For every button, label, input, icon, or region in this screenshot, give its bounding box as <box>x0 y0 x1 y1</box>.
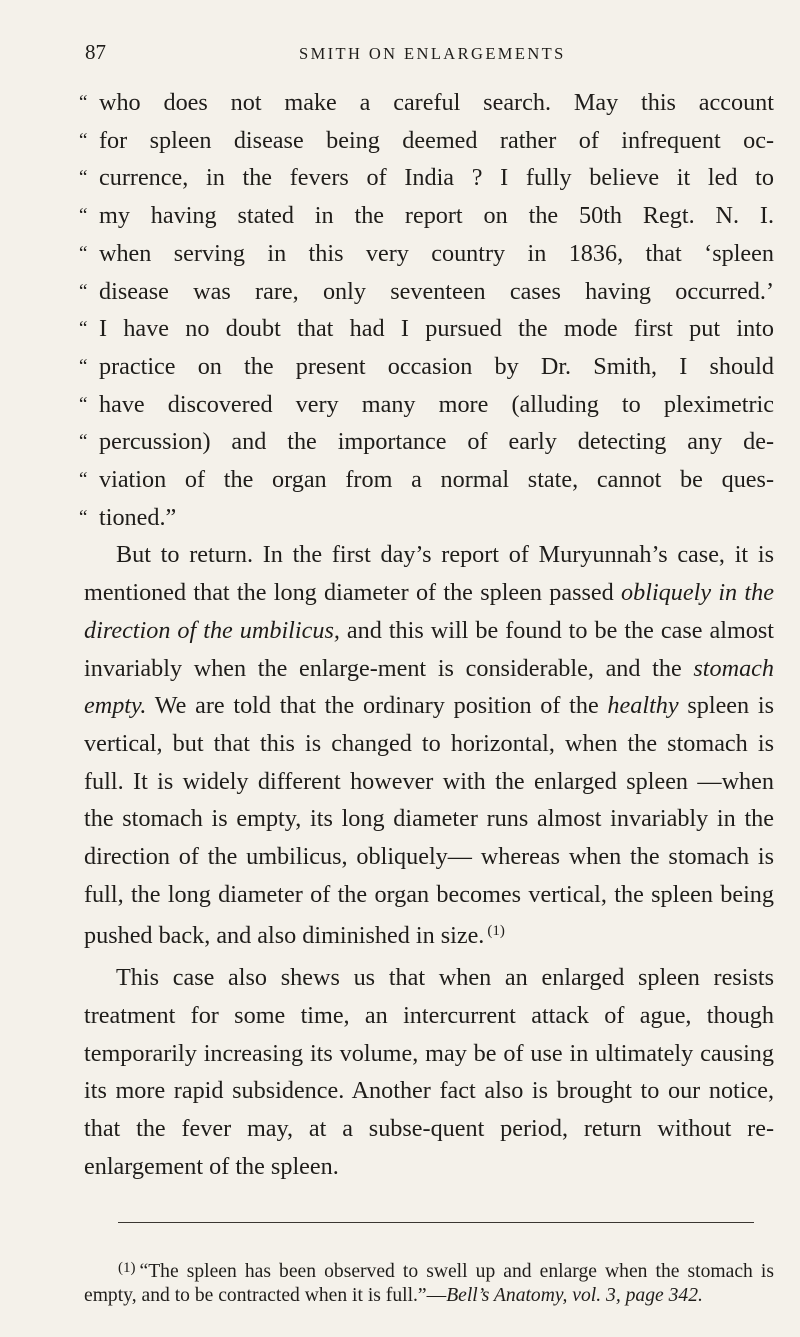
quote-line-text: have discovered very many more (alluding to pleximetric <box>99 390 774 418</box>
quote-line <box>79 273 774 311</box>
quote-mark: “ <box>79 129 88 151</box>
footnote <box>84 1256 774 1309</box>
footnote-divider <box>118 1222 754 1223</box>
quote-line <box>79 235 774 273</box>
quote-line <box>79 197 774 235</box>
body-text <box>79 84 774 1185</box>
quote-line <box>79 348 774 386</box>
quote-line-text: who does not make a careful search. May this account <box>99 89 774 116</box>
quote-line <box>79 461 774 499</box>
quote-line <box>79 122 774 160</box>
page-number: 87 <box>85 40 106 64</box>
footnote-text: “The spleen has been observed to swell up and enlarge when the stomach is empty, and to be contracted when it is full.”— <box>84 1260 774 1307</box>
quote-line <box>79 310 774 348</box>
quote-line-text: tioned.” <box>99 503 177 531</box>
quote-line-text: for spleen disease being deemed rather of infrequent oc- <box>99 126 774 154</box>
footnote-mark: (1) <box>118 1259 136 1276</box>
quote-mark: “ <box>79 92 88 113</box>
quote-mark: “ <box>79 506 88 528</box>
emphasis: obliquely in the direction of the umbilicus, <box>84 579 774 644</box>
page-header <box>85 40 770 72</box>
emphasis: stomach empty. <box>84 654 774 720</box>
quote-line <box>79 386 774 424</box>
quote-mark: “ <box>79 393 88 415</box>
footnote-source: Bell’s Anatomy, vol. 3, page 342. <box>446 1285 703 1307</box>
paragraph-spleen-position: But to return. In the first day’s report of Muryunnah’s case, it is mentioned that the long diameter of the spleen passed obliquely in the direction of the umbilicus, and this will be found to be the case almost invariably when the enlarge-ment is considerable, and the stomach empty. We are told that the ordinary position of the healthy spleen is vertical, but that this is changed to horizontal, when the stomach is full. It is widely different however with the enlarged spleen —when the stomach is empty, its long diameter runs almost invariably in the direction of the umbilicus, obliquely— whereas when the stomach is full, the long diameter of the organ becomes vertical, the spleen being pushed back, and also diminished in size. $^{(1)}$ <box>84 541 774 950</box>
quote-line-text: disease was rare, only seventeen cases having occurred.’ <box>99 277 774 305</box>
running-title: SMITH ON ENLARGEMENTS <box>299 44 566 63</box>
quote-line-text: percussion) and the importance of early detecting any de- <box>99 428 774 456</box>
emphasis: healthy <box>607 692 679 720</box>
quoted-passage <box>79 84 774 536</box>
quote-mark: “ <box>79 469 88 491</box>
quote-mark: “ <box>79 167 88 189</box>
quote-line-text: my having stated in the report on the 50th Regt. N. I. <box>99 202 774 230</box>
quote-mark: “ <box>79 205 88 227</box>
quote-line <box>79 84 774 122</box>
quote-mark: “ <box>79 280 88 302</box>
quote-mark: “ <box>79 431 88 453</box>
quote-line <box>79 159 774 197</box>
quote-mark: “ <box>79 242 88 264</box>
quote-line-text: when serving in this very country in 1836, that ‘spleen <box>99 239 774 267</box>
quote-mark: “ <box>79 318 88 340</box>
quote-line-text: currence, in the fevers of India ? I fully believe it led to <box>99 164 774 192</box>
quote-line-text: I have no doubt that had I pursued the mode first put into <box>99 315 774 343</box>
footnote-reference: (1) <box>487 923 505 940</box>
quote-line-text: practice on the present occasion by Dr. Smith, I should <box>99 352 774 380</box>
quote-line <box>79 423 774 461</box>
quote-line <box>79 499 774 537</box>
paragraph-ague: This case also shews us that when an enlarged spleen resists treatment for some time, an intercurrent attack of ague, though temporarily increasing its volume, may be of use in ultimately causing its more rapid subsidence. Another fact also is brought to our notice, that the fever may, at a subse-quent period, return without re-enlargement of the spleen. <box>84 964 774 1180</box>
quote-line-text: viation of the organ from a normal state, cannot be ques- <box>99 466 774 494</box>
quote-mark: “ <box>79 355 88 377</box>
